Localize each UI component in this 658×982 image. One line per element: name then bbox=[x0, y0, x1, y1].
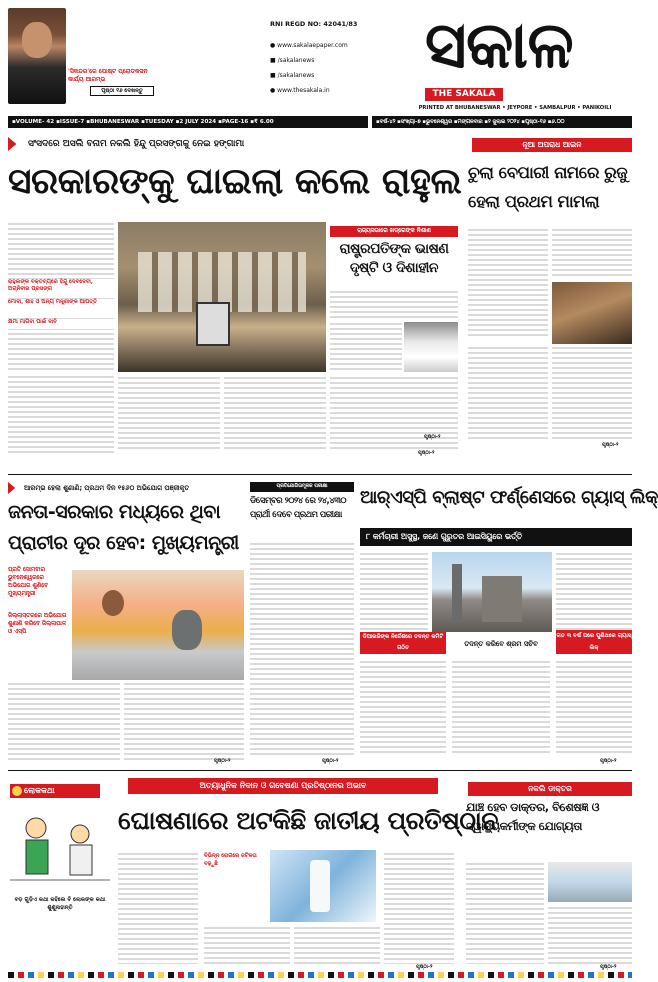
gas-body-d bbox=[452, 660, 550, 756]
exam-page-ref[interactable]: ପୃଷ୍ଠା-୨ bbox=[322, 758, 339, 764]
cartoon-body-2 bbox=[70, 845, 92, 875]
cm-body-b bbox=[124, 682, 244, 762]
cm-hearing-photo[interactable] bbox=[72, 570, 244, 680]
institute-tag[interactable]: ଅତ୍ୟାଧୁନିକ ନିଦାନ ଓ ଗବେଷଣା ପ୍ରତିଷ୍ଠାନର ଅଭାବ bbox=[128, 778, 438, 794]
link-epaper[interactable]: ● www.sakalaepaper.com bbox=[270, 42, 348, 49]
cm-body-a bbox=[8, 682, 120, 762]
lead-body-col1 bbox=[8, 222, 114, 372]
newlaw-body-b bbox=[552, 228, 632, 278]
edition-bar-left: ▪VOLUME- 42 ▪ISSUE-7 ▪BHUBANESWAR ▪TUESDAY ▪2 JULY 2024 ▪PAGE-16 ▪₹ 6.00 bbox=[8, 116, 368, 128]
gas-box1: ଡିଆଇଜିଙ୍କ ନିର୍ଦ୍ଦେଶରେ ତଦନ୍ତ କମିଟି ଗଠିତ bbox=[360, 632, 446, 654]
cm-page-ref[interactable]: ପୃଷ୍ଠା-୨ bbox=[214, 758, 231, 764]
institute-body-c bbox=[294, 926, 380, 966]
president-headline[interactable]: ରାଷ୍ଟ୍ରପତିଙ୍କ ଭାଷଣ ଦୃଷ୍ଟି ଓ ଦିଶାହୀନ bbox=[339, 241, 449, 276]
cm-box2: ଜିଲ୍ଲାସ୍ତରରେ ଅଭିଯୋଗ ଶୁଣାଣି କରିବେ ଜିଲ୍ଲାପାଳ ଓ ଏସ୍‌ପି bbox=[8, 613, 67, 635]
lead-body-col4 bbox=[330, 376, 458, 452]
facebook-icon: ■ bbox=[270, 57, 278, 64]
lead-kicker-marker bbox=[8, 137, 22, 151]
link-twitter[interactable]: ■ /sakalanews bbox=[270, 72, 315, 79]
president-tag[interactable]: ରାଜ୍ୟସଭାରେ ଖଡ୍ଗେଙ୍କ ନିଶାଣ bbox=[330, 226, 458, 237]
cm-kicker-marker bbox=[8, 482, 20, 494]
newlaw-tag[interactable]: ନୂଆ ଅପରାଧ ଆଇନ bbox=[472, 138, 632, 152]
rni-number: RNI REGD NO: 42041/83 bbox=[270, 20, 358, 28]
parliament-photo[interactable] bbox=[118, 222, 326, 372]
exam-headline[interactable]: ଡିସେମ୍ବର ୨୦୨୪ ରେ ୨୪,୪୩୦ ପ୍ରାର୍ଥୀ ଦେବେ ପ୍ରଥମ ପରୀକ୍ଷା bbox=[250, 496, 347, 520]
newlaw-body-d bbox=[552, 346, 632, 442]
lokakatha-cartoon[interactable] bbox=[10, 800, 110, 896]
lead-kicker[interactable]: ସଂସଦରେ ଅସଲି ବନାମ ନକଲି ହିନ୍ଦୁ ପ୍ରସଙ୍ଗକୁ ନେଇ ହଙ୍ଗାମା bbox=[28, 139, 245, 149]
divider-2 bbox=[8, 770, 632, 771]
lead-page-ref[interactable]: ପୃଷ୍ଠା-୨ bbox=[418, 450, 435, 456]
kharge-photo[interactable] bbox=[404, 322, 458, 372]
lab-photo[interactable] bbox=[270, 850, 376, 922]
edition-bar-right: ▪ବର୍ଷ-୪୨ ▪ସଂଖ୍ୟା-୭ ▪ଭୁବନେଶ୍ୱର ▪ମଙ୍ଗଳବାର ▪୨ ଜୁଲାଇ ୨୦୨୪ ▪ପୃଷ୍ଠା-୧୬ ▪୬.୦୦ bbox=[372, 116, 632, 128]
stove-vendor-photo[interactable] bbox=[552, 282, 632, 344]
lokakatha-icon bbox=[12, 786, 22, 796]
cm-box1: ପ୍ରତି ସୋମବାର ଭୁବନେଶ୍ୱରରେ ଅଭିଯୋଗ ଶୁଣିବେ ମୁଖ୍ୟମନ୍ତ୍ରୀ bbox=[8, 567, 49, 597]
lead-box1: ରାହୁଲଙ୍କ ବକ୍ତବ୍ୟରେ ହିନ୍ଦୁ ଦେବଦେବୀ, ଅଗ୍ନିବୀର ପ୍ରସଙ୍ଗ bbox=[8, 279, 114, 297]
cm-headline[interactable]: ଜନତା-ସରକାର ମଧ୍ୟରେ ଥିବା ପ୍ରାଚୀର ଦୂର ହେବ: ମୁଖ୍ୟମନ୍ତ୍ରୀ bbox=[8, 501, 239, 554]
cm-kicker[interactable]: ଆରମ୍ଭ ହେଲା ଶୁଣାଣି; ପ୍ରଥମ ଦିନ ୧୫୬୦ ଅଭିଯୋଗ ପଞ୍ଜୀକୃତ bbox=[24, 484, 190, 492]
president-body-b bbox=[330, 322, 402, 372]
twitter-icon: ■ bbox=[270, 72, 278, 79]
doctor-photo[interactable] bbox=[548, 862, 632, 902]
institute-body-b bbox=[204, 926, 290, 966]
gas-page-ref[interactable]: ପୃଷ୍ଠା-୨ bbox=[600, 758, 617, 764]
gas-sub[interactable]: ୮ କର୍ମଚାରୀ ଅସୁସ୍ଥ, ଜଣେ ଗୁରୁତର ଆଇସିୟୁରେ ଭର୍ତ୍ତି bbox=[360, 528, 632, 546]
fakedoc-tag[interactable]: ନକଲି ଡାକ୍ତର bbox=[468, 782, 632, 796]
steel-plant-photo[interactable] bbox=[432, 552, 552, 632]
cartoon-head-2 bbox=[71, 825, 89, 843]
masthead-logo: ସକାଳ bbox=[424, 9, 574, 83]
lead-body-col3 bbox=[224, 376, 326, 452]
newlaw-headline[interactable]: ଚୁଲା ବେପାରୀ ନାମରେ ରୁଜୁ ହେଲା ପ୍ରଥମ ମାମଲା bbox=[468, 163, 628, 211]
newlaw-body-a bbox=[468, 228, 548, 336]
promo-text[interactable]: 'ସିକନ୍ଦର'ରେ ପୋଷ୍ଟ ପ୍ରୋଡକସନ କାର୍ଯ୍ୟ ଆରମ୍ଭ bbox=[68, 68, 148, 83]
institute-body-d bbox=[384, 852, 454, 964]
lead-body-col1b bbox=[8, 375, 114, 455]
cartoon-body-1 bbox=[26, 840, 48, 874]
globe-icon: ● bbox=[270, 42, 278, 49]
newlaw-page-ref[interactable]: ପୃଷ୍ଠା-୨ bbox=[602, 442, 619, 448]
fakedoc-body-b bbox=[548, 906, 632, 964]
globe-icon: ● bbox=[270, 87, 278, 94]
link-website[interactable]: ● www.thesakala.in bbox=[270, 87, 330, 94]
web-links bbox=[270, 38, 360, 98]
fakedoc-headline[interactable]: ଯାଞ୍ଚ ହେବ ଡାକ୍ତର, ବିଶେଷଜ୍ଞ ଓ ସ୍ୱାସ୍ଥ୍ୟକର୍ମୀଙ୍କ ଯୋଗ୍ୟତା bbox=[466, 800, 600, 833]
lead-box2: ମୋଦୀ, ଶାହ ଓ ଅନ୍ୟ ମନ୍ତ୍ରୀଙ୍କ ଆପତ୍ତି bbox=[8, 299, 114, 317]
president-page-ref[interactable]: ପୃଷ୍ଠା-୨ bbox=[424, 434, 441, 440]
president-body-a bbox=[330, 290, 458, 320]
gas-box2: ତଦନ୍ତ କରିବେ ଶ୍ରମ ସଚିବ bbox=[464, 640, 538, 648]
newlaw-body-c bbox=[468, 346, 548, 442]
promo-face bbox=[22, 22, 52, 58]
divider-1 bbox=[8, 474, 632, 475]
printed-at: PRINTED AT BHUBANESWAR • JEYPORE • SAMBALPUR • PANIKOILI bbox=[418, 105, 612, 111]
gas-body-c bbox=[360, 660, 446, 756]
fakedoc-page-ref[interactable]: ପୃଷ୍ଠା-୨ bbox=[600, 964, 617, 970]
institute-headline[interactable]: ଘୋଷଣାରେ ଅଟକିଛି ଜାତୀୟ ପ୍ରତିଷ୍ଠାନ bbox=[118, 806, 499, 835]
institute-body-a bbox=[118, 852, 198, 964]
gas-headline[interactable]: ଆର୍‌ଏସ୍‌ପି ବ୍ଲାଷ୍ଟ ଫର୍ଣ୍ଣେସରେ ଗ୍ୟାସ୍ ଲିକ୍ bbox=[360, 487, 658, 508]
lead-body-col2 bbox=[118, 376, 220, 452]
cartoon-bg bbox=[10, 800, 110, 896]
institute-photo-caption: ବିଭିନ୍ନ ରୋଗରେ ଜଟିଳତା ବଢ଼ୁଛି bbox=[204, 853, 257, 867]
lokakatha-tag[interactable]: ଲୋକକଥା bbox=[10, 784, 100, 798]
gas-box3: ଗତ ୩ ବର୍ଷ ପରେ ପୁଣିଥରେ ଗ୍ୟାସ୍‌ ଲିକ୍ bbox=[556, 630, 632, 654]
lead-box3: କ୍ଷମା ମାଗିବା ପାଇଁ ଦାବି bbox=[8, 319, 114, 329]
promo-page-ref[interactable]: ପୃଷ୍ଠା ୧୬ ଦେଖନ୍ତୁ bbox=[90, 86, 154, 96]
cartoon-head-1 bbox=[26, 818, 46, 838]
exam-tag[interactable]: ପ୍ରତିଯୋଗିତାମୂଳକ ପରୀକ୍ଷା bbox=[250, 482, 354, 492]
registration-strip bbox=[8, 972, 632, 978]
lead-headline[interactable]: ସରକାରଙ୍କୁ ଘାଇଲା କଲେ ରାହୁଲ bbox=[8, 161, 462, 202]
institute-page-ref[interactable]: ପୃଷ୍ଠା-୨ bbox=[416, 964, 433, 970]
lokakatha-text: ବଡ଼ ଗୁଡ଼ିଏ କଥା କହିଲେ ବି ଲୋକଙ୍କ କଥା ଶୁଣୁନାହାନ୍ତି bbox=[14, 897, 106, 911]
gas-body-e bbox=[556, 660, 632, 756]
fakedoc-body-a bbox=[466, 862, 544, 964]
link-facebook[interactable]: ■ /sakalanews bbox=[270, 57, 315, 64]
exam-body bbox=[250, 542, 354, 756]
masthead-logo-sub: THE SAKALA bbox=[425, 88, 503, 101]
